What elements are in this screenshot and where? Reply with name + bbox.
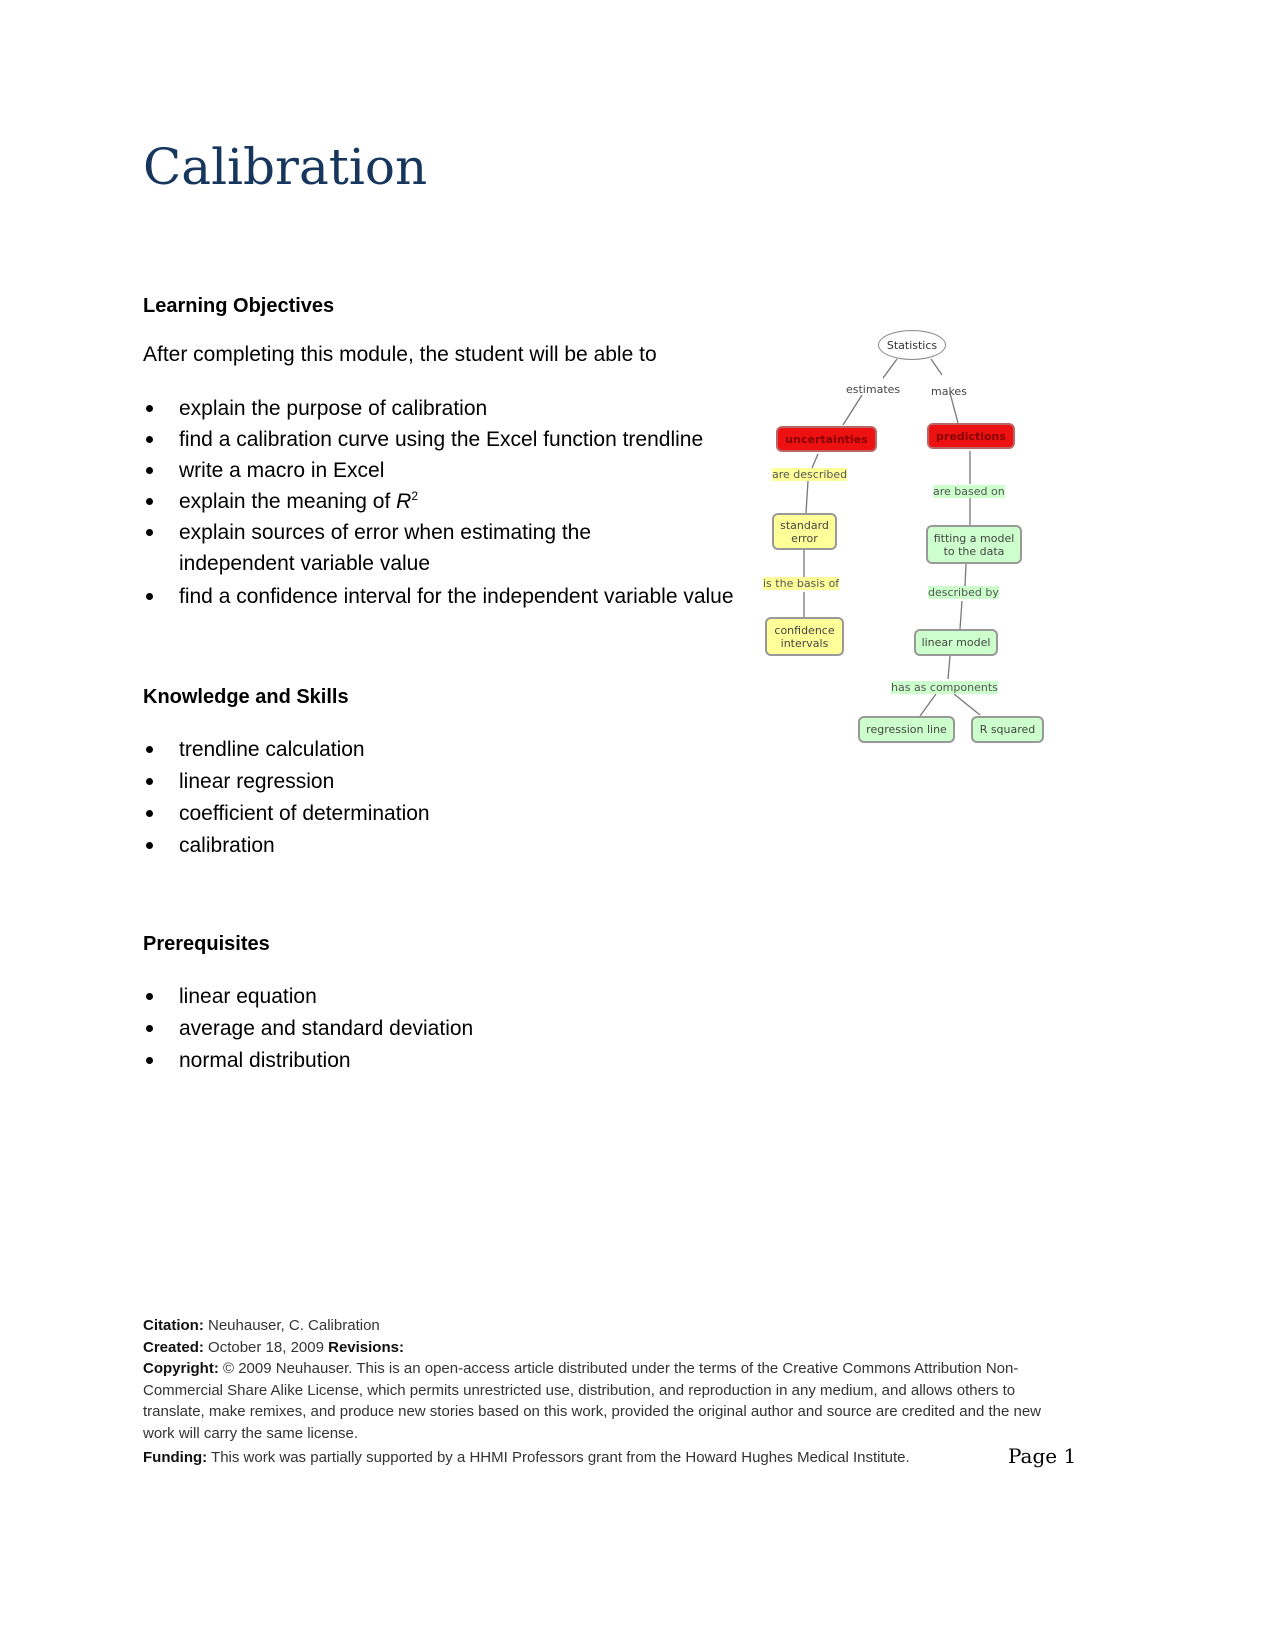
bullet-icon bbox=[146, 1025, 153, 1032]
regression-line-node: regression line bbox=[858, 716, 955, 743]
link-estimates: estimates bbox=[846, 383, 901, 396]
list-item: explain the purpose of calibration bbox=[143, 393, 739, 424]
knowledge-skills-list bbox=[143, 734, 719, 862]
objectives-list bbox=[143, 393, 739, 612]
list-item: explain sources of error when estimating the independent variable value bbox=[143, 517, 739, 579]
list-item: write a macro in Excel bbox=[143, 455, 739, 486]
uncertainties-node: uncertainties bbox=[776, 426, 877, 452]
bullet-icon bbox=[146, 746, 153, 753]
bullet-icon bbox=[146, 529, 153, 536]
prerequisites-heading: Prerequisites bbox=[143, 933, 270, 955]
list-item: find a calibration curve using the Excel function trendline bbox=[143, 424, 739, 455]
linear-model-node: linear model bbox=[914, 629, 998, 656]
bullet-icon bbox=[146, 405, 153, 412]
r-symbol: R bbox=[396, 490, 412, 513]
link-are-described: are described bbox=[772, 468, 848, 481]
bullet-icon bbox=[146, 498, 153, 505]
list-item: linear equation bbox=[143, 981, 719, 1013]
link-is-basis: is the basis of bbox=[763, 577, 840, 590]
bullet-icon bbox=[146, 810, 153, 817]
page-number: Page 1 bbox=[1008, 1444, 1077, 1468]
standard-error-node: standard error bbox=[772, 513, 837, 550]
bullet-icon bbox=[146, 842, 153, 849]
list-item: trendline calculation bbox=[143, 734, 719, 766]
r-exponent: 2 bbox=[411, 489, 419, 503]
statistics-node: Statistics bbox=[878, 330, 946, 360]
funding-line: Funding: This work was partially supported by a HHMI Professors grant from the Howard Hughes Medical Institute. bbox=[143, 1449, 910, 1466]
list-item: find a confidence interval for the independent variable value bbox=[143, 581, 739, 612]
list-item: explain the meaning of $R^2$ bbox=[143, 486, 739, 517]
bullet-icon bbox=[146, 778, 153, 785]
bullet-icon bbox=[146, 593, 153, 600]
list-item: average and standard deviation bbox=[143, 1013, 719, 1045]
link-has-components: has as components bbox=[891, 681, 998, 694]
list-item: linear regression bbox=[143, 766, 719, 798]
list-item: coefficient of determination bbox=[143, 798, 719, 830]
citation-line: Citation: Neuhauser, C. Calibration bbox=[143, 1317, 380, 1334]
prerequisites-list bbox=[143, 981, 719, 1077]
list-item: calibration bbox=[143, 830, 719, 862]
fitting-model-node: fitting a model to the data bbox=[926, 525, 1022, 564]
copyright-line: Copyright: © 2009 Neuhauser. This is an open-access article distributed under the terms of the Creative Commons Attribution Non-Commercial Share Alike License, which permits unrestricted use, distribution, and reproduction in any medium, and allows others to translate, make remixes, and produce new stories based on this work, provided the original author and source are credited and the new work will carry the same license. bbox=[143, 1360, 1042, 1442]
list-item: normal distribution bbox=[143, 1045, 719, 1077]
concept-map bbox=[750, 325, 1060, 755]
bullet-icon bbox=[146, 436, 153, 443]
r-squared-node: R squared bbox=[971, 716, 1044, 743]
link-makes: makes bbox=[931, 385, 967, 398]
bullet-icon bbox=[146, 993, 153, 1000]
bullet-icon bbox=[146, 467, 153, 474]
objectives-intro: After completing this module, the student will be able to bbox=[143, 343, 657, 366]
confidence-intervals-node: confidence intervals bbox=[765, 617, 844, 656]
page-title: Calibration bbox=[143, 138, 428, 196]
link-are-based-on: are based on bbox=[933, 485, 1005, 498]
predictions-node: predictions bbox=[927, 423, 1015, 449]
bullet-icon bbox=[146, 1057, 153, 1064]
created-line: Created: October 18, 2009 Revisions: bbox=[143, 1338, 404, 1356]
footer bbox=[143, 1315, 1073, 1469]
learning-objectives-heading: Learning Objectives bbox=[143, 295, 335, 317]
link-described-by: described by bbox=[928, 586, 999, 599]
knowledge-skills-heading: Knowledge and Skills bbox=[143, 686, 349, 708]
